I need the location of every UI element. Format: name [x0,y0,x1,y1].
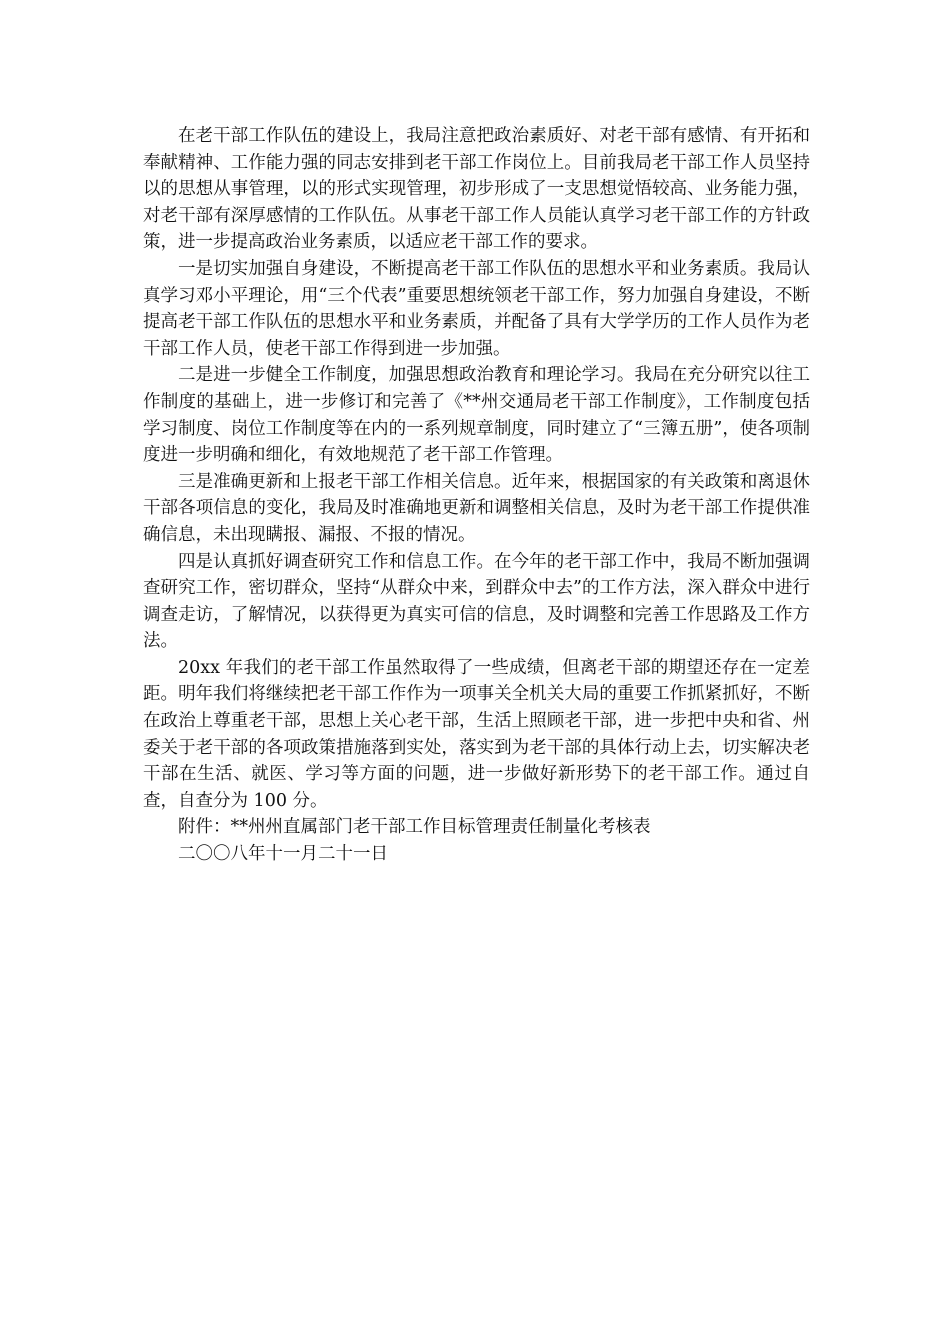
paragraph-point-four: 四是认真抓好调查研究工作和信息工作。在今年的老干部工作中，我局不断加强调查研究工作，密切群众，坚持“从群众中来，到群众中去”的工作方法，深入群众中进行调查走访，了解情况，以获得更为真实可信的信息，及时调整和完善工作思路及工作方法。 [143,551,810,652]
paragraph-team-building: 在老干部工作队伍的建设上，我局注意把政治素质好、对老干部有感情、有开拓和奉献精神、工作能力强的同志安排到老干部工作岗位上。目前我局老干部工作人员坚持以的思想从事管理，以的形式实现管理，初步形成了一支思想觉悟较高、业务能力强，对老干部有深厚感情的工作队伍。从事老干部工作人员能认真学习老干部工作的方针政策，进一步提高政治业务素质，以适应老干部工作的要求。 [143,126,810,253]
attachment-line: 附件：**州州直属部门老干部工作目标管理责任制量化考核表 [178,817,651,838]
document-body [143,123,810,868]
paragraph-summary: 20xx 年我们的老干部工作虽然取得了一些成绩，但离老干部的期望还存在一定差距。明年我们将继续把老干部工作作为一项事关全机关大局的重要工作抓紧抓好，不断在政治上尊重老干部，思想上关心老干部，生活上照顾老干部，进一步把中央和省、州委关于老干部的各项政策措施落到实处，落实到为老干部的具体行动上去，切实解决老干部在生活、就医、学习等方面的问题，进一步做好新形势下的老干部工作。通过自查，自查分为 100 分。 [143,657,810,811]
document-date: 二〇〇八年十一月二十一日 [178,844,388,865]
paragraph-point-two: 二是进一步健全工作制度，加强思想政治教育和理论学习。我局在充分研究以往工作制度的基础上，进一步修订和完善了《**州交通局老干部工作制度》，工作制度包括学习制度、岗位工作制度等在内的一系列规章制度，同时建立了“三簿五册”，使各项制度进一步明确和细化，有效地规范了老干部工作管理。 [143,365,810,466]
paragraph-point-one: 一是切实加强自身建设，不断提高老干部工作队伍的思想水平和业务素质。我局认真学习邓小平理论，用“三个代表”重要思想统领老干部工作，努力加强自身建设，不断提高老干部工作队伍的思想水平和业务素质，并配备了具有大学学历的工作人员作为老干部工作人员，使老干部工作得到进一步加强。 [143,258,810,359]
paragraph-point-three: 三是准确更新和上报老干部工作相关信息。近年来，根据国家的有关政策和离退休干部各项信息的变化，我局及时准确地更新和调整相关信息，及时为老干部工作提供准确信息，未出现瞒报、漏报、不报的情况。 [143,471,810,545]
